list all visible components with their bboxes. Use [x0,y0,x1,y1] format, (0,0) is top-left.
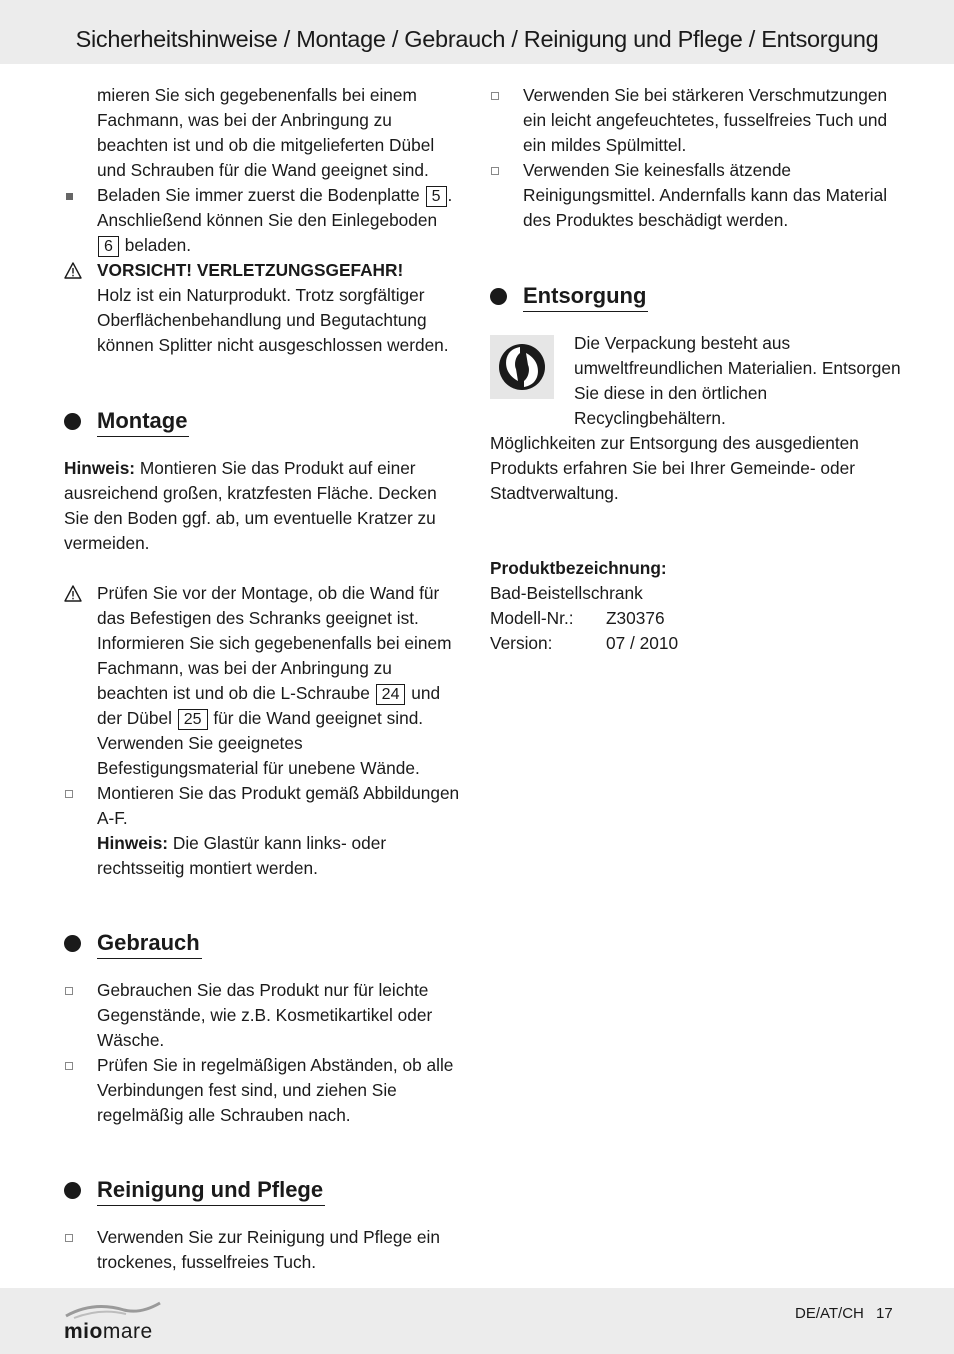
spec-row-model: Modell-Nr.: Z30376 [490,608,665,628]
packaging-text: Die Verpackung besteht aus umweltfreundlichen Materialien. Entsorgen Sie diese in den örtlichen Recyclingbehältern. [574,333,901,428]
ref-box-24: 24 [376,684,406,705]
language-code: DE/AT/CH [795,1305,864,1322]
list-item-check-wall: Prüfen Sie vor der Montage, ob die Wand für das Befestigen des Schranks geeignet ist. Informieren Sie sich gegebenenfalls bei einem Fachmann, was bei der Anbringung zu beachten ist und ob die L-Schraube 24 und der Dübel 25 für die Wand geeignet sind. Verwenden Sie geeignetes Befestigungsmaterial für unebene Wände. [64,581,464,781]
caution-text: Holz ist ein Naturprodukt. Trotz sorgfältiger Oberflächenbehandlung und Begutachtung können Splitter nicht ausgeschlossen werden. [97,285,449,355]
list-item-reinigung-1: Verwenden Sie zur Reinigung und Pflege ein trockenes, fusselfreies Tuch. [64,1225,464,1275]
ref-box-25: 25 [178,709,208,730]
list-item-clean-3: Verwenden Sie keinesfalls ätzende Reinigungsmittel. Andernfalls kann das Material des Produktes beschädigt werden. [490,158,890,233]
product-name: Bad-Beistellschrank [490,583,643,603]
checkbox-bullet-icon [65,1234,73,1242]
bullet-icon [66,193,73,200]
spec-row-version: Version: 07 / 2010 [490,633,679,653]
packaging-block [490,331,901,428]
miomare-logo [64,1300,164,1344]
green-dot-recycling-icon [490,335,554,399]
heading-bullet-icon [490,288,507,305]
left-column [64,83,464,1275]
heading-gebrauch: Gebrauch [64,928,464,962]
heading-reinigung: Reinigung und Pflege [64,1175,464,1209]
list-item-clean-2: Verwenden Sie bei stärkeren Verschmutzungen ein leicht angefeuchtetes, fusselfreies Tuch und ein mildes Spülmittel. [490,83,890,158]
heading-bullet-icon [64,935,81,952]
brand-name: miomare [64,1320,153,1343]
page-header [0,0,954,64]
ref-box-5: 5 [426,186,447,207]
montage-note: Hinweis: Montieren Sie das Produkt auf einer ausreichend großen, kratzfesten Fläche. Decken Sie den Boden ggf. ab, um eventuelle Kratzer zu vermeiden. [64,458,437,553]
caution-block [64,258,464,358]
wave-icon [64,1300,164,1320]
list-item-gebrauch-2: Prüfen Sie in regelmäßigen Abständen, ob alle Verbindungen fest sind, und ziehen Sie regelmäßig alle Schrauben nach. [64,1053,464,1128]
warning-triangle-icon [64,585,82,602]
page-number: 17 [876,1305,893,1322]
heading-montage: Montage [64,406,464,440]
disposal-text: Möglichkeiten zur Entsorgung des ausgedienten Produkts erfahren Sie bei Ihrer Gemeinde- oder Stadtverwaltung. [490,433,859,503]
intro-continuation: mieren Sie sich gegebenenfalls bei einem Fachmann, was bei der Anbringung zu beachten ist und ob die mitgelieferten Dübel und Schrauben für die Wand geeignet sind. [97,85,435,180]
heading-bullet-icon [64,1182,81,1199]
list-item-gebrauch-1: Gebrauchen Sie das Produkt nur für leichte Gegenstände, wie z.B. Kosmetikartikel oder Wäsche. [64,978,464,1053]
caution-title: VORSICHT! VERLETZUNGSGEFAHR! [97,260,404,280]
checkbox-bullet-icon [65,987,73,995]
page-footer [0,1288,954,1354]
product-label: Produktbezeichnung: [490,558,667,578]
right-column [490,83,901,656]
list-item-load: Beladen Sie immer zuerst die Bodenplatte 5 . Anschließend können Sie den Einlegeboden 6 beladen. [64,183,464,258]
warning-triangle-icon [64,262,82,279]
checkbox-bullet-icon [65,1062,73,1070]
heading-entsorgung: Entsorgung [490,281,890,315]
ref-box-6: 6 [98,236,119,257]
page-title: Sicherheitshinweise / Montage / Gebrauch / Reinigung und Pflege / Entsorgung [75,26,879,52]
list-item-mount: Montieren Sie das Produkt gemäß Abbildungen A-F. Hinweis: Die Glastür kann links- oder rechtsseitig montiert werden. [64,781,464,881]
checkbox-bullet-icon [65,790,73,798]
heading-bullet-icon [64,413,81,430]
checkbox-bullet-icon [491,167,499,175]
checkbox-bullet-icon [491,92,499,100]
